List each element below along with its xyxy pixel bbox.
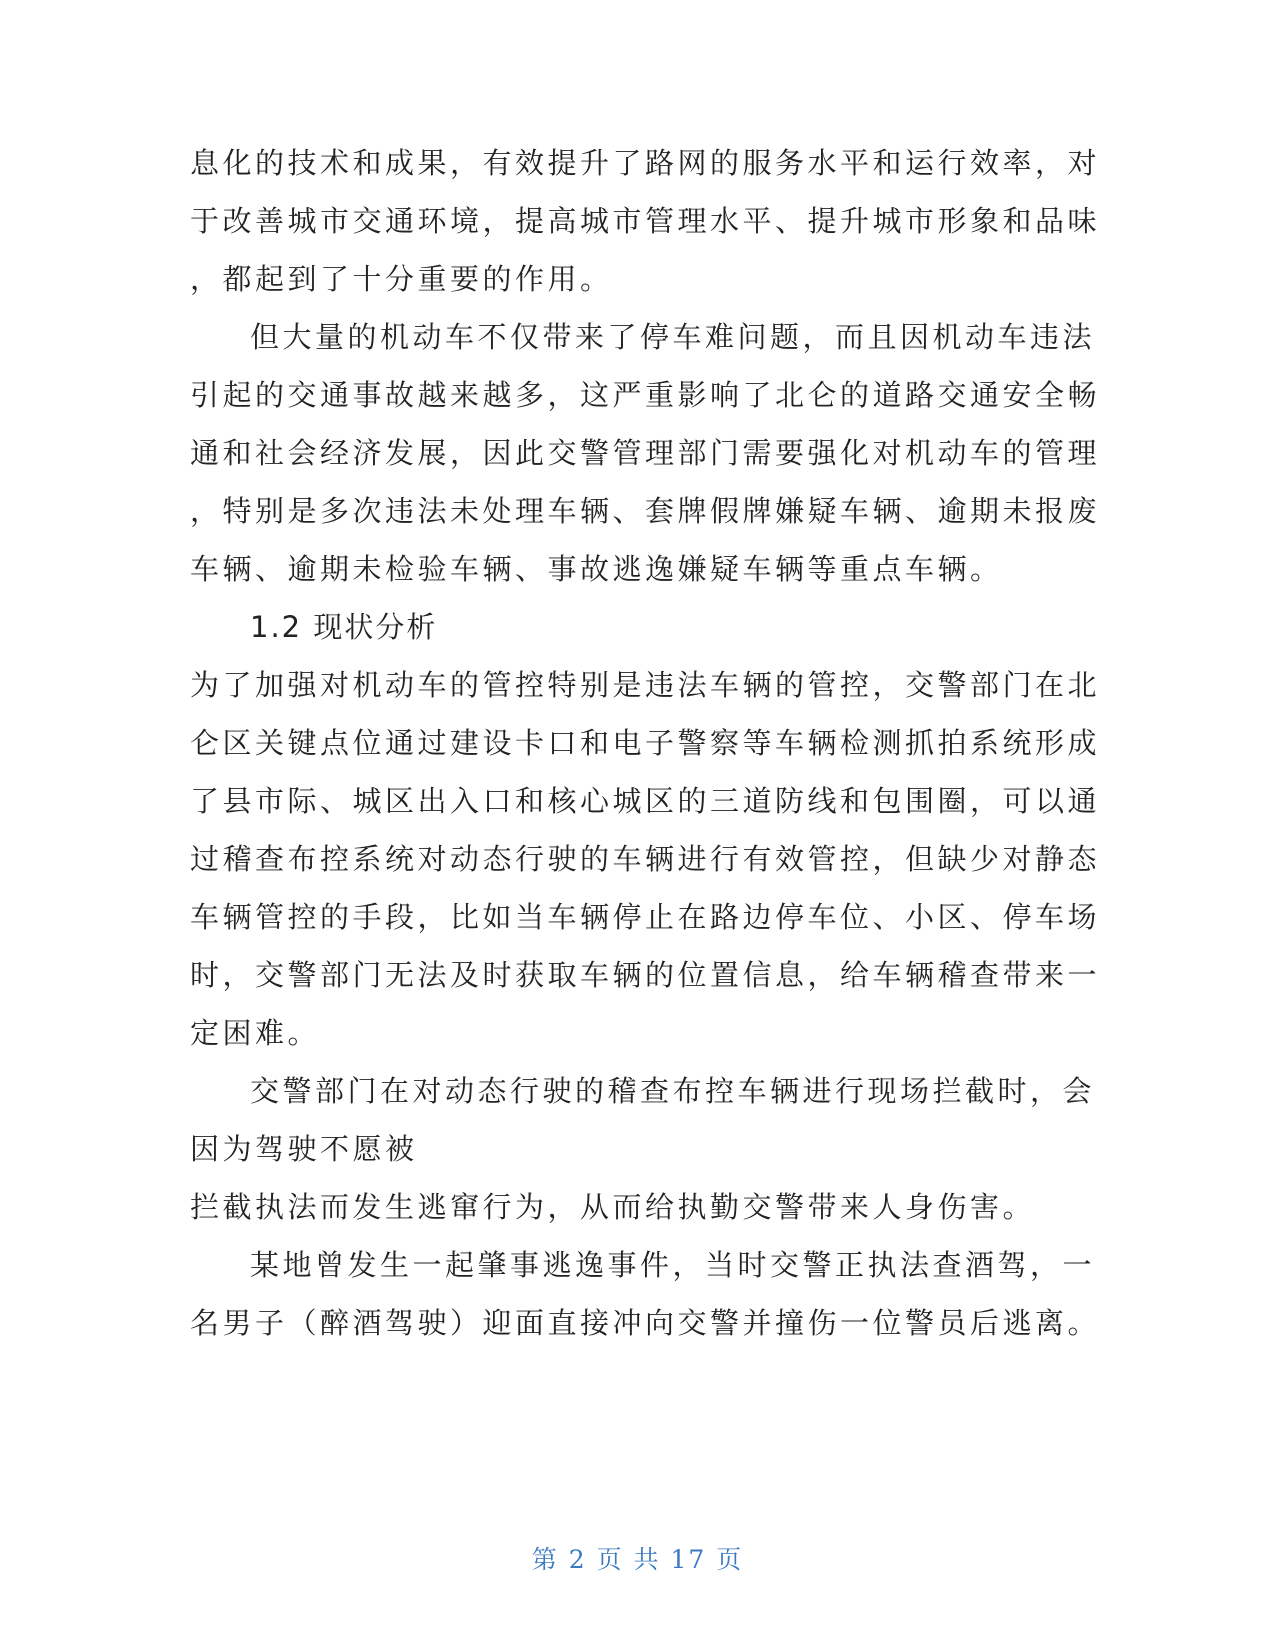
paragraph-line: 车辆管控的手段，比如当车辆停止在路边停车位、小区、停车场 [190,900,1101,934]
paragraph-line: 但大量的机动车不仅带来了停车难问题，而且因机动车违法 [250,320,1096,354]
section-heading: 1.2 现状分析 [250,610,438,644]
paragraph-line: 仑区关键点位通过建设卡口和电子警察等车辆检测抓拍系统形成 [190,726,1101,760]
paragraph-line: 于改善城市交通环境，提高城市管理水平、提升城市形象和品味 [190,204,1101,238]
paragraph-line: 交警部门在对动态行驶的稽查布控车辆进行现场拦截时，会 [250,1074,1096,1108]
paragraph-line: ，都起到了十分重要的作用。 [190,262,613,296]
paragraph-line: 引起的交通事故越来越多，这严重影响了北仑的道路交通安全畅 [190,378,1101,412]
paragraph-line: 通和社会经济发展，因此交警管理部门需要强化对机动车的管理 [190,436,1101,470]
paragraph-line: 某地曾发生一起肇事逃逸事件，当时交警正执法查酒驾，一 [250,1248,1096,1282]
paragraph-line: 车辆、逾期未检验车辆、事故逃逸嫌疑车辆等重点车辆。 [190,552,1003,586]
paragraph-line: 息化的技术和成果，有效提升了路网的服务水平和运行效率，对 [190,146,1101,180]
paragraph-line: 过稽查布控系统对动态行驶的车辆进行有效管控，但缺少对静态 [190,842,1101,876]
paragraph-line: 时，交警部门无法及时获取车辆的位置信息，给车辆稽查带来一 [190,958,1101,992]
paragraph-line: 定困难。 [190,1016,321,1050]
paragraph-line: 名男子（醉酒驾驶）迎面直接冲向交警并撞伤一位警员后逃离。 [190,1306,1101,1340]
paragraph-line: 了县市际、城区出入口和核心城区的三道防线和包围圈，可以通 [190,784,1101,818]
paragraph-line: 因为驾驶不愿被 [190,1132,418,1166]
page-number-footer: 第 2 页 共 17 页 [531,1545,744,1574]
paragraph-line: 为了加强对机动车的管控特别是违法车辆的管控，交警部门在北 [190,668,1101,702]
paragraph-line: ，特别是多次违法未处理车辆、套牌假牌嫌疑车辆、逾期未报废 [190,494,1101,528]
paragraph-line: 拦截执法而发生逃窜行为，从而给执勤交警带来人身伤害。 [190,1190,1036,1224]
